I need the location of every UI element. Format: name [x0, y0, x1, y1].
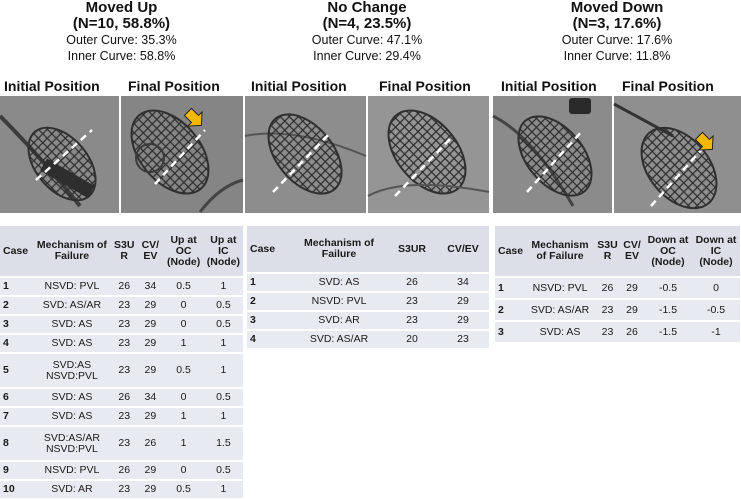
no-change-table — [247, 224, 489, 350]
column-header: Case — [0, 226, 33, 276]
table-cell: 1 — [0, 278, 33, 295]
table-cell: 26 — [595, 278, 620, 298]
table-cell: 1 — [247, 274, 291, 291]
table-cell: 26 — [620, 322, 644, 342]
table-row — [0, 354, 243, 387]
outer-curve-stat: Outer Curve: 47.1% — [311, 33, 423, 47]
table-cell: NSVD: PVL — [525, 278, 595, 298]
table-cell: 23 — [387, 293, 437, 310]
column-header: Up at OC (Node) — [163, 226, 203, 276]
table-cell: SVD: AS — [291, 274, 387, 291]
table-cell: 4 — [0, 335, 33, 352]
table-cell: 29 — [137, 481, 163, 498]
table-cell: 8 — [0, 427, 33, 460]
table-cell: SVD: AS — [33, 335, 111, 352]
outer-curve-stat: Outer Curve: 17.6% — [561, 33, 673, 47]
table-cell: 0 — [163, 316, 203, 333]
table-cell: 1 — [204, 408, 243, 425]
table-cell: 23 — [111, 427, 137, 460]
table-cell: -0.5 — [692, 300, 740, 320]
initial-position-label: Initial Position — [501, 78, 597, 94]
table-cell: 29 — [137, 297, 163, 314]
fluoroscopy-images — [0, 96, 243, 213]
table-cell: 1 — [163, 408, 203, 425]
final-position-label: Final Position — [622, 78, 714, 94]
outer-curve-stat: Outer Curve: 35.3% — [66, 33, 177, 47]
moved-down-panel — [493, 0, 741, 338]
inner-curve-stat: Inner Curve: 29.4% — [313, 49, 421, 63]
table-cell: NSVD: PVL — [33, 278, 111, 295]
table-cell: 23 — [437, 331, 489, 348]
table-cell: SVD: AS/AR — [33, 297, 111, 314]
table-cell: 9 — [0, 462, 33, 479]
table-cell: SVD: AS/AR — [525, 300, 595, 320]
table-cell: 1 — [204, 354, 243, 387]
table-header-row — [247, 226, 489, 272]
table-cell: 2 — [0, 297, 33, 314]
column-header: S3U R — [595, 226, 620, 276]
table-cell: SVD: AR — [291, 312, 387, 329]
table-cell: 5 — [0, 354, 33, 387]
table-header-row — [0, 226, 243, 276]
table-row — [247, 312, 489, 329]
moved-down-table — [495, 224, 740, 344]
table-cell: -1.5 — [644, 322, 692, 342]
table-cell: 23 — [111, 316, 137, 333]
inner-curve-stat: Inner Curve: 11.8% — [563, 49, 671, 63]
table-cell: SVD: AS/AR — [291, 331, 387, 348]
no-change-panel — [245, 0, 489, 345]
table-cell: 0.5 — [204, 462, 243, 479]
table-cell: 23 — [111, 481, 137, 498]
table-cell: 0.5 — [204, 297, 243, 314]
table-cell: -0.5 — [644, 278, 692, 298]
table-cell: 4 — [247, 331, 291, 348]
final-position-label: Final Position — [128, 78, 220, 94]
table-cell: 1 — [204, 481, 243, 498]
table-cell: SVD: AS — [525, 322, 595, 342]
group-title: No Change — [327, 0, 407, 16]
table-cell: 0.5 — [204, 389, 243, 406]
table-cell: 0 — [163, 297, 203, 314]
image-captions — [501, 78, 714, 95]
table-header-row — [495, 226, 740, 276]
column-header: Case — [495, 226, 525, 276]
table-cell: NSVD: PVL — [291, 293, 387, 310]
table-cell: 10 — [0, 481, 33, 498]
group-subtitle: (N=4, 23.5%) — [322, 15, 412, 32]
group-subtitle: (N=10, 58.8%) — [72, 15, 171, 32]
group-title: Moved Up — [85, 0, 158, 16]
image-captions — [4, 78, 220, 95]
table-row — [495, 278, 740, 298]
table-cell: 0.5 — [163, 481, 203, 498]
table-row — [247, 293, 489, 310]
table-cell: 29 — [620, 300, 644, 320]
table-cell: SVD:AS/AR NSVD:PVL — [33, 427, 111, 460]
column-header: Up at IC (Node) — [204, 226, 243, 276]
table-row — [0, 278, 243, 295]
table-cell: 1 — [204, 278, 243, 295]
table-row — [247, 331, 489, 348]
table-cell: 1 — [495, 278, 525, 298]
table-cell: 3 — [495, 322, 525, 342]
table-cell: 1 — [163, 335, 203, 352]
table-row — [0, 297, 243, 314]
table-cell: SVD: AS — [33, 408, 111, 425]
table-cell: 26 — [111, 278, 137, 295]
table-cell: 26 — [111, 462, 137, 479]
table-cell: 0 — [692, 278, 740, 298]
table-cell: 1 — [163, 427, 203, 460]
table-row — [495, 300, 740, 320]
column-header: S3UR — [387, 226, 437, 272]
table-cell: 0.5 — [204, 316, 243, 333]
column-header: Mechanism of Failure — [33, 226, 111, 276]
table-cell: 0.5 — [163, 354, 203, 387]
table-cell: 23 — [595, 322, 620, 342]
column-header: Down at OC (Node) — [644, 226, 692, 276]
image-captions — [251, 78, 471, 95]
table-cell: 26 — [137, 427, 163, 460]
table-cell: 3 — [0, 316, 33, 333]
fluoroscopy-images — [245, 96, 489, 213]
inner-curve-stat: Inner Curve: 58.8% — [67, 49, 176, 63]
table-cell: 23 — [111, 297, 137, 314]
initial-position-label: Initial Position — [4, 78, 100, 94]
table-cell: 29 — [137, 316, 163, 333]
table-row — [0, 427, 243, 460]
table-cell: 26 — [387, 274, 437, 291]
moved-up-table — [0, 224, 243, 500]
table-cell: 0 — [163, 389, 203, 406]
table-row — [0, 335, 243, 352]
table-cell: 2 — [495, 300, 525, 320]
table-cell: 23 — [595, 300, 620, 320]
column-header: Mechanism of Failure — [525, 226, 595, 276]
moved-up-panel — [0, 0, 243, 495]
table-cell: 26 — [111, 389, 137, 406]
table-cell: 20 — [387, 331, 437, 348]
table-cell: 23 — [111, 408, 137, 425]
table-row — [0, 316, 243, 333]
table-row — [247, 274, 489, 291]
table-cell: 34 — [137, 278, 163, 295]
group-title: Moved Down — [570, 0, 664, 16]
fluoroscopy-images — [493, 96, 741, 213]
column-header: CV/ EV — [137, 226, 163, 276]
table-cell: 29 — [137, 354, 163, 387]
table-cell: 29 — [620, 278, 644, 298]
table-cell: SVD:AS NSVD:PVL — [33, 354, 111, 387]
table-cell: 6 — [0, 389, 33, 406]
table-cell: -1.5 — [644, 300, 692, 320]
table-row — [0, 408, 243, 425]
table-cell: SVD: AS — [33, 389, 111, 406]
table-cell: SVD: AS — [33, 316, 111, 333]
column-header: Case — [247, 226, 291, 272]
table-cell: 23 — [111, 335, 137, 352]
table-cell: 23 — [387, 312, 437, 329]
table-row — [0, 462, 243, 479]
column-header: Down at IC (Node) — [692, 226, 740, 276]
table-cell: SVD: AR — [33, 481, 111, 498]
table-cell: 2 — [247, 293, 291, 310]
table-cell: 29 — [137, 408, 163, 425]
group-subtitle: (N=3, 17.6%) — [572, 15, 662, 32]
moved-up-header — [0, 0, 243, 64]
table-cell: 29 — [137, 335, 163, 352]
column-header: CV/EV — [437, 226, 489, 272]
table-cell: 29 — [437, 293, 489, 310]
column-header: CV/ EV — [620, 226, 644, 276]
table-cell: 34 — [437, 274, 489, 291]
column-header: Mechanism of Failure — [291, 226, 387, 272]
table-cell: 1 — [204, 335, 243, 352]
table-row — [0, 481, 243, 498]
table-cell: 3 — [247, 312, 291, 329]
table-cell: 1.5 — [204, 427, 243, 460]
no-change-header — [245, 0, 489, 64]
table-cell: -1 — [692, 322, 740, 342]
table-cell: 23 — [111, 354, 137, 387]
table-cell: 0 — [163, 462, 203, 479]
table-cell: NSVD: PVL — [33, 462, 111, 479]
table-row — [495, 322, 740, 342]
table-cell: 0.5 — [163, 278, 203, 295]
table-cell: 7 — [0, 408, 33, 425]
table-cell: 29 — [137, 462, 163, 479]
initial-position-label: Initial Position — [251, 78, 347, 94]
column-header: S3U R — [111, 226, 137, 276]
final-position-label: Final Position — [379, 78, 471, 94]
table-cell: 29 — [437, 312, 489, 329]
moved-down-header — [493, 0, 741, 64]
table-row — [0, 389, 243, 406]
table-cell: 34 — [137, 389, 163, 406]
